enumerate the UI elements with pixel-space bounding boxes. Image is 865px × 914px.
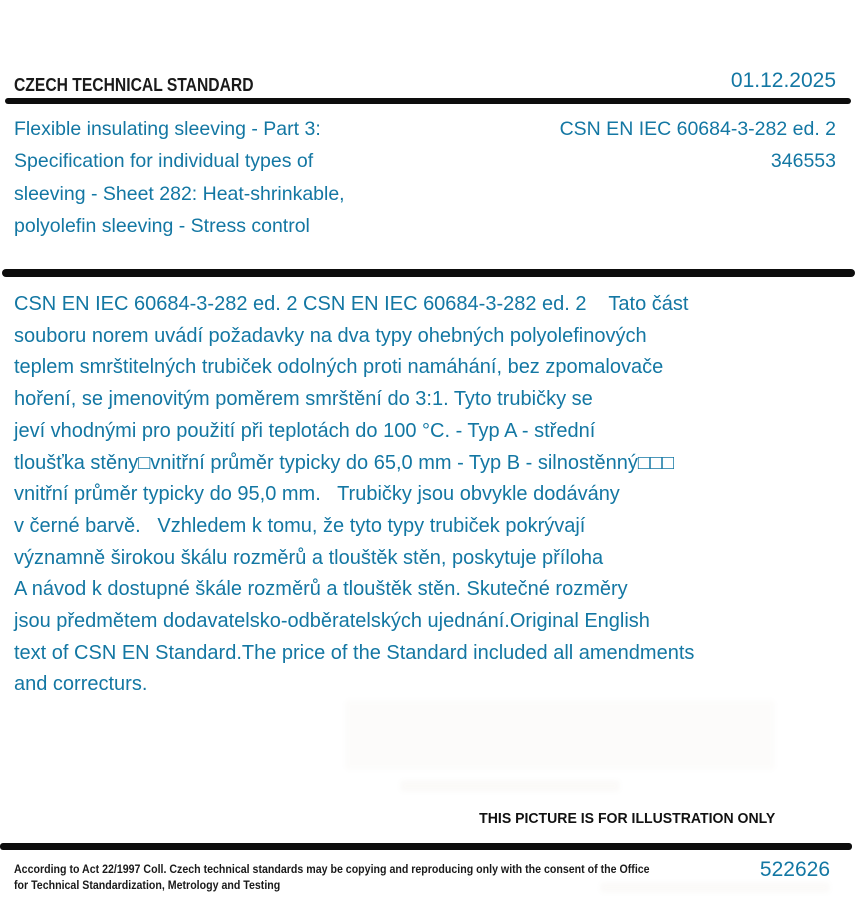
abstract-line: vnitřní průměr typicky do 95,0 mm. Trubičky jsou obvykle dodávány — [14, 483, 620, 506]
abstract-line: souboru norem uvádí požadavky na dva typy ohebných polyolefinových — [14, 324, 647, 347]
illustration-only-note: THIS PICTURE IS FOR ILLUSTRATION ONLY — [478, 811, 775, 827]
abstract-line: jsou předmětem dodavatelsko-odběratelských ujednání.Original English — [14, 610, 650, 633]
issue-date: 01.12.2025 — [730, 69, 836, 92]
standard-abstract — [14, 289, 694, 701]
standard-title-line: Specification for individual types of — [14, 150, 314, 173]
standard-class-number: 346553 — [770, 150, 836, 173]
footer-divider — [0, 843, 852, 850]
standard-title — [14, 113, 345, 243]
abstract-line: významně širokou škálu rozměrů a tlouštěk stěn, poskytuje příloha — [14, 546, 604, 569]
faint-watermark-image — [345, 700, 775, 770]
abstract-line: tloušťka stěny□vnitřní průměr typicky do 65,0 mm - Typ B - silnostěnný□□□ — [14, 451, 675, 474]
standard-title-line: polyolefin sleeving - Stress control — [14, 215, 310, 238]
standard-title-line: sleeving - Sheet 282: Heat-shrinkable, — [14, 182, 345, 205]
faint-watermark-caption — [400, 780, 620, 792]
catalog-number: 522626 — [759, 858, 830, 881]
abstract-line: teplem smrštitelných trubiček odolných proti namáhání, bez zpomalovače — [14, 356, 664, 379]
standard-title-line: Flexible insulating sleeving - Part 3: — [14, 118, 321, 140]
copyright-notice — [14, 861, 650, 893]
abstract-line: text of CSN EN Standard.The price of the Standard included all amendments — [14, 641, 695, 664]
standard-designation-block — [560, 113, 836, 178]
abstract-line: jeví vhodnými pro použití při teplotách do 100 °C. - Typ A - střední — [14, 419, 596, 442]
title-divider — [2, 269, 855, 277]
copyright-notice-line: for Technical Standardization, Metrology and Testing — [14, 878, 281, 892]
standard-designation: CSN EN IEC 60684-3-282 ed. 2 — [559, 118, 836, 140]
abstract-line: A návod k dostupné škále rozměrů a tlouštěk stěn. Skutečné rozměry — [14, 578, 628, 601]
abstract-line: v černé barvě. Vzhledem k tomu, že tyto typy trubiček pokrývají — [14, 514, 586, 537]
document-type-heading: CZECH TECHNICAL STANDARD — [14, 75, 254, 95]
header-divider — [5, 98, 851, 104]
abstract-line: CSN EN IEC 60684-3-282 ed. 2 CSN EN IEC 60684-3-282 ed. 2 Tato část — [14, 293, 689, 315]
abstract-line: hoření, se jmenovitým poměrem smrštění do 3:1. Tyto trubičky se — [14, 388, 593, 411]
copyright-notice-line: According to Act 22/1997 Coll. Czech technical standards may be copying and reproducing only with the consent of the Office — [14, 862, 650, 876]
abstract-line: and correcturs. — [14, 673, 148, 696]
